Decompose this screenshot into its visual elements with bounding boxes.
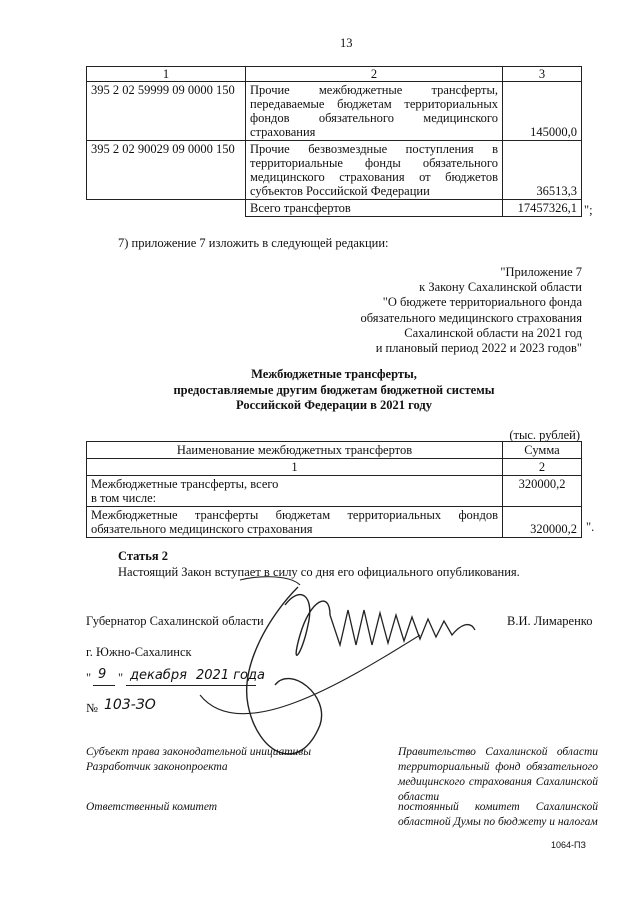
city-label: г. Южно-Сахалинск — [86, 645, 192, 659]
appendix-line: Сахалинской области на 2021 год — [404, 325, 582, 340]
table2-suffix: ". — [586, 520, 595, 534]
developer-label: Разработчик законопроекта — [86, 761, 228, 773]
transfer-value: 36513,3 — [503, 141, 582, 200]
date-quote-close: " — [118, 671, 124, 685]
row-sub: в том числе: — [91, 491, 157, 505]
table-header-cell: 2 — [246, 67, 503, 82]
article-text: Настоящий Закон вступает в силу со дня его официального опубликования. — [118, 565, 520, 579]
table-row — [87, 141, 582, 200]
units-label: (тыс. рублей) — [509, 428, 580, 442]
date-day-underline — [93, 685, 115, 686]
appendix-line: "Приложение 7 — [500, 265, 582, 279]
committee-label: Ответственный комитет — [86, 801, 218, 813]
transfer-value: 145000,0 — [503, 82, 582, 141]
column-index: 2 — [503, 459, 582, 476]
appendix-line: "О бюджете территориального фонда — [382, 295, 582, 310]
total-suffix: "; — [584, 203, 593, 217]
appendix-line: к Закону Сахалинской области — [419, 280, 582, 295]
date-month-underline — [126, 685, 256, 686]
title-line: Межбюджетные трансферты, — [251, 367, 417, 381]
table-row — [87, 476, 582, 507]
governor-label: Губернатор Сахалинской области — [86, 614, 264, 628]
column-index: 1 — [87, 459, 503, 476]
transfer-name: Прочие безвозмездные поступления в территориальные фонды обязательного медицинского страхования от бюджетов субъектов Российской Федерации — [246, 141, 503, 200]
transfer-name: Прочие межбюджетные трансферты, передаваемые бюджетам территориальных фондов обязательного медицинского страхования — [246, 82, 503, 141]
table-index-row — [87, 459, 582, 476]
committee-block: постоянный комитет Сахалинской областной Думы по бюджету и налогам — [398, 801, 598, 828]
title-line: предоставляемые другим бюджетам бюджетной системы — [173, 382, 495, 397]
header-name-cell: Наименование межбюджетных трансфертов — [87, 442, 503, 459]
row-name: Межбюджетные трансферты, всего — [91, 477, 279, 491]
total-label: Всего трансфертов — [246, 200, 503, 217]
row-value: 320000,2 — [503, 476, 582, 507]
header-sum-cell: Сумма — [503, 442, 582, 459]
table-row — [87, 507, 582, 538]
transfers-table — [86, 66, 582, 217]
item-7-text: 7) приложение 7 изложить в следующей редакции: — [118, 236, 389, 250]
budget-code: 395 2 02 90029 09 0000 150 — [87, 141, 246, 200]
article-heading: Статья 2 — [118, 549, 168, 563]
table-header-row — [87, 442, 582, 459]
footer-left — [86, 745, 311, 775]
table-header-cell: 3 — [503, 67, 582, 82]
budget-code: 395 2 02 59999 09 0000 150 — [87, 82, 246, 141]
row-name: Межбюджетные трансферты бюджетам территориальных фондов обязательного медицинского страхования — [87, 507, 503, 538]
table-header-row — [87, 67, 582, 82]
total-value: 17457326,1 — [503, 200, 582, 217]
title-line: Российской Федерации в 2021 году — [236, 398, 432, 412]
table-total-row — [87, 200, 582, 217]
date-day: 9 — [98, 667, 107, 682]
date-quote-open: " — [86, 671, 92, 685]
document-code: 1064-ПЗ — [551, 840, 586, 850]
row-label — [87, 476, 503, 507]
page-number: 13 — [340, 36, 353, 50]
intergov-transfers-table — [86, 441, 582, 538]
date-month: декабря — [130, 668, 187, 683]
document-title — [86, 367, 582, 414]
initiative-label: Субъект права законодательной инициативы — [86, 746, 312, 758]
appendix-line: обязательного медицинского страхования — [360, 310, 582, 325]
government-block: Правительство Сахалинской области территориальный фонд обязательного медицинского страхования Сахалинской области — [398, 746, 598, 803]
number-prefix: № — [86, 701, 98, 715]
table-row — [87, 82, 582, 141]
appendix-line: и плановый период 2022 и 2023 годов" — [375, 341, 582, 356]
law-number: 103-ЗО — [104, 697, 156, 713]
appendix-header — [360, 265, 582, 356]
date-year: 2021 года — [196, 668, 265, 683]
table-header-cell: 1 — [87, 67, 246, 82]
governor-name: В.И. Лимаренко — [507, 614, 593, 628]
row-value: 320000,2 — [503, 507, 582, 538]
